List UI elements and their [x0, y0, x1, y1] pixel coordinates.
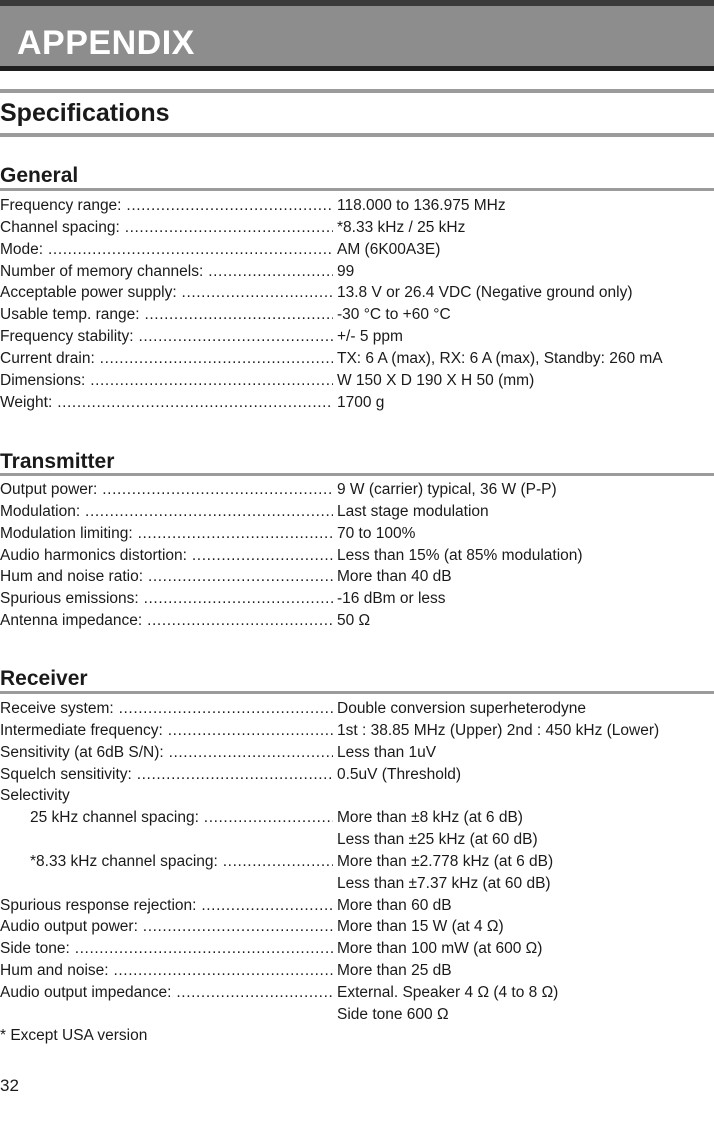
spec-row [0, 239, 714, 261]
spec-label: Audio harmonics distortion: ..... [0, 545, 333, 567]
spec-row [0, 610, 714, 632]
spec-label: Intermediate frequency: ..... [0, 720, 333, 742]
spec-value: 50 Ω [337, 612, 371, 630]
spec-row [0, 523, 714, 545]
spec-row [0, 916, 714, 938]
spec-row [0, 807, 714, 829]
spec-row [0, 545, 714, 567]
spec-value: 1st : 38.85 MHz (Upper) 2nd : 450 kHz (Lower) [337, 721, 660, 739]
spec-value: More than 15 W (at 4 Ω) [337, 918, 504, 936]
spec-label: Output power: ..... [0, 479, 333, 501]
spec-row [0, 326, 714, 348]
spec-value: Side tone 600 Ω [337, 1005, 449, 1023]
spec-label: Dimensions: ..... [0, 370, 333, 392]
page-number: 32 [0, 1076, 19, 1095]
spec-row [0, 195, 714, 217]
spec-value: More than 40 dB [337, 568, 452, 586]
spec-value: More than 25 dB [337, 962, 452, 980]
section-title-receiver: Receiver [0, 667, 88, 690]
spec-value: More than ±2.778 kHz (at 6 dB) [337, 852, 554, 870]
spec-row [0, 1004, 714, 1026]
spec-value: Less than 1uV [337, 743, 437, 761]
appendix-title: APPENDIX [17, 24, 195, 62]
spec-label: Usable temp. range: ..... [0, 304, 333, 326]
spec-label: Modulation: ..... [0, 501, 333, 523]
spec-row [0, 720, 714, 742]
spec-table-transmitter [0, 479, 714, 632]
spec-value: Less than 15% (at 85% modulation) [337, 546, 583, 564]
spec-value: 13.8 V or 26.4 VDC (Negative ground only) [337, 284, 633, 302]
spec-row [0, 282, 714, 304]
spec-label: *8.33 kHz channel spacing: ..... [0, 851, 333, 873]
spec-row [0, 938, 714, 960]
spec-row [0, 960, 714, 982]
spec-row [0, 785, 714, 807]
spec-value: More than 100 mW (at 600 Ω) [337, 940, 543, 958]
spec-value: *8.33 kHz / 25 kHz [337, 218, 466, 236]
spec-label: Hum and noise ratio: ..... [0, 566, 333, 588]
spec-label: Number of memory channels: ..... [0, 261, 333, 283]
spec-row [0, 566, 714, 588]
spec-value: Double conversion superheterodyne [337, 700, 587, 717]
spec-table-receiver [0, 698, 714, 1026]
spec-row [0, 764, 714, 786]
spec-row [0, 895, 714, 917]
spec-value: TX: 6 A (max), RX: 6 A (max), Standby: 260 mA [337, 349, 663, 367]
spec-value: Last stage modulation [337, 502, 489, 520]
spec-row [0, 982, 714, 1004]
spec-row [0, 261, 714, 283]
section-title-general: General [0, 164, 79, 187]
title-rule-top [0, 89, 714, 93]
spec-label: Modulation limiting: ..... [0, 523, 333, 545]
banner-bottom-rule [0, 66, 714, 71]
section-rule-transmitter [0, 473, 714, 476]
spec-row [0, 829, 714, 851]
section-rule-general [0, 188, 714, 191]
spec-group-label: Selectivity [0, 787, 70, 805]
spec-row [0, 742, 714, 764]
spec-label: Squelch sensitivity: ..... [0, 764, 333, 786]
spec-row [0, 873, 714, 895]
spec-value: More than 60 dB [337, 896, 452, 914]
footnote: * Except USA version [0, 1027, 148, 1044]
spec-label: Channel spacing: ..... [0, 217, 333, 239]
spec-label: Receive system: ..... [0, 698, 333, 720]
spec-label: Mode: ..... [0, 239, 333, 261]
spec-value: 118.000 to 136.975 MHz [337, 197, 506, 214]
spec-value: +/- 5 ppm [337, 328, 403, 346]
spec-label: Side tone: ..... [0, 938, 333, 960]
title-rule-bottom [0, 133, 714, 137]
spec-row [0, 851, 714, 873]
spec-value: 1700 g [337, 393, 385, 411]
spec-row [0, 698, 714, 720]
spec-value: 99 [337, 262, 355, 280]
spec-value: W 150 X D 190 X H 50 (mm) [337, 371, 535, 389]
spec-label: Spurious emissions: ..... [0, 588, 333, 610]
spec-label: Antenna impedance: ..... [0, 610, 333, 632]
page-title: Specifications [0, 99, 170, 127]
spec-row [0, 392, 714, 414]
spec-value: 0.5uV (Threshold) [337, 765, 462, 783]
spec-label: Weight: ..... [0, 392, 333, 414]
spec-value: AM (6K00A3E) [337, 240, 441, 258]
spec-value: 9 W (carrier) typical, 36 W (P-P) [337, 481, 557, 498]
section-rule-receiver [0, 691, 714, 694]
spec-row [0, 217, 714, 239]
spec-label: 25 kHz channel spacing: ..... [0, 807, 333, 829]
spec-row [0, 304, 714, 326]
spec-label: Audio output impedance: ..... [0, 982, 333, 1004]
appendix-banner [0, 6, 714, 66]
spec-value: External. Speaker 4 Ω (4 to 8 Ω) [337, 983, 559, 1001]
spec-value: Less than ±7.37 kHz (at 60 dB) [337, 874, 551, 892]
spec-value: 70 to 100% [337, 524, 416, 542]
spec-label: Frequency stability: ..... [0, 326, 333, 348]
spec-row [0, 348, 714, 370]
spec-value: Less than ±25 kHz (at 60 dB) [337, 831, 538, 849]
spec-row [0, 479, 714, 501]
section-title-transmitter: Transmitter [0, 450, 115, 473]
spec-value: -30 °C to +60 °C [337, 306, 451, 324]
spec-label: Hum and noise: ..... [0, 960, 333, 982]
spec-value: More than ±8 kHz (at 6 dB) [337, 809, 523, 827]
spec-label: Acceptable power supply: ..... [0, 282, 333, 304]
spec-label: Spurious response rejection: ..... [0, 895, 333, 917]
spec-label: Frequency range: ..... [0, 195, 333, 217]
spec-value: -16 dBm or less [337, 590, 446, 608]
spec-table-general [0, 195, 714, 413]
spec-row [0, 588, 714, 610]
spec-label: Sensitivity (at 6dB S/N): ..... [0, 742, 333, 764]
spec-label: Current drain: ..... [0, 348, 333, 370]
spec-row [0, 501, 714, 523]
spec-label: Audio output power: ..... [0, 916, 333, 938]
spec-row [0, 370, 714, 392]
